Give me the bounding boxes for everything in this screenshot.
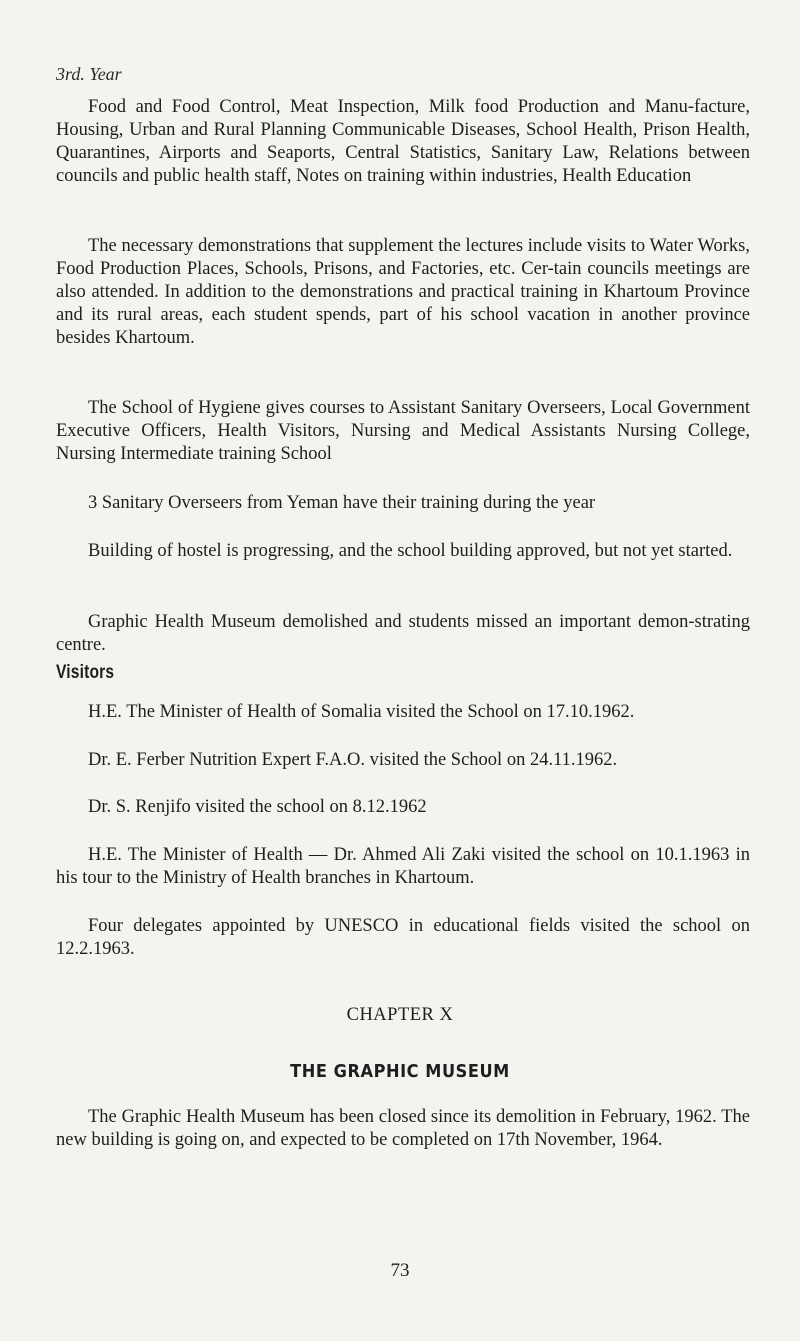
page-number: 73 <box>390 1260 410 1281</box>
visitor-entry-somalia: H.E. The Minister of Health of Somalia visited the School on 17.10.1962. <box>88 702 635 722</box>
graphic-museum-paragraph: The Graphic Health Museum has been closed since its demolition in February, 1962. The new building is going on, and expected to be completed on 17th November, 1964. <box>56 1107 750 1150</box>
visitor-entry-renjifo: Dr. S. Renjifo visited the school on 8.12.1962 <box>88 797 427 817</box>
year-label: 3rd. Year <box>56 64 122 84</box>
demonstrations-paragraph: The necessary demonstrations that supplement the lectures include visits to Water Works, Food Production Places, Schools, Prisons, and Factories, etc. Cer-tain councils meetings are also attended. In addition to the demonstrations and practical training in Khartoum Province and its rural areas, each student spends, part of his school vacation in another province besides Khartoum. <box>56 236 750 348</box>
school-courses-paragraph: The School of Hygiene gives courses to Assistant Sanitary Overseers, Local Government Executive Officers, Health Visitors, Nursing and Medical Assistants Nursing College, Nursing Intermediate training School <box>56 398 750 464</box>
visitor-entry-unesco: Four delegates appointed by UNESCO in educational fields visited the school on 12.2.1963. <box>56 916 750 959</box>
visitors-heading: Visitors <box>56 662 115 683</box>
chapter-number: CHAPTER X <box>346 1005 454 1025</box>
visitor-entry-minister: H.E. The Minister of Health — Dr. Ahmed Ali Zaki visited the school on 10.1.1963 in his tour to the Ministry of Health branches in Khartoum. <box>56 845 750 888</box>
hostel-building-paragraph: Building of hostel is progressing, and the school building approved, but not yet started. <box>88 541 733 561</box>
visitor-entry-ferber: Dr. E. Ferber Nutrition Expert F.A.O. visited the School on 24.11.1962. <box>88 750 618 770</box>
museum-demolished-paragraph: Graphic Health Museum demolished and students missed an important demon-strating centre. <box>56 612 750 655</box>
chapter-title: THE GRAPHIC MUSEUM <box>290 1061 510 1082</box>
yeman-overseers-paragraph: 3 Sanitary Overseers from Yeman have their training during the year <box>88 493 596 513</box>
course-subjects-paragraph: Food and Food Control, Meat Inspection, Milk food Production and Manu-facture, Housing, Urban and Rural Planning Communicable Diseases, School Health, Prison Health, Quarantines, Airports and Seaports, Central Statistics, Sanitary Law, Relations between councils and public health staff, Notes on training within industries, Health Education <box>56 97 750 186</box>
